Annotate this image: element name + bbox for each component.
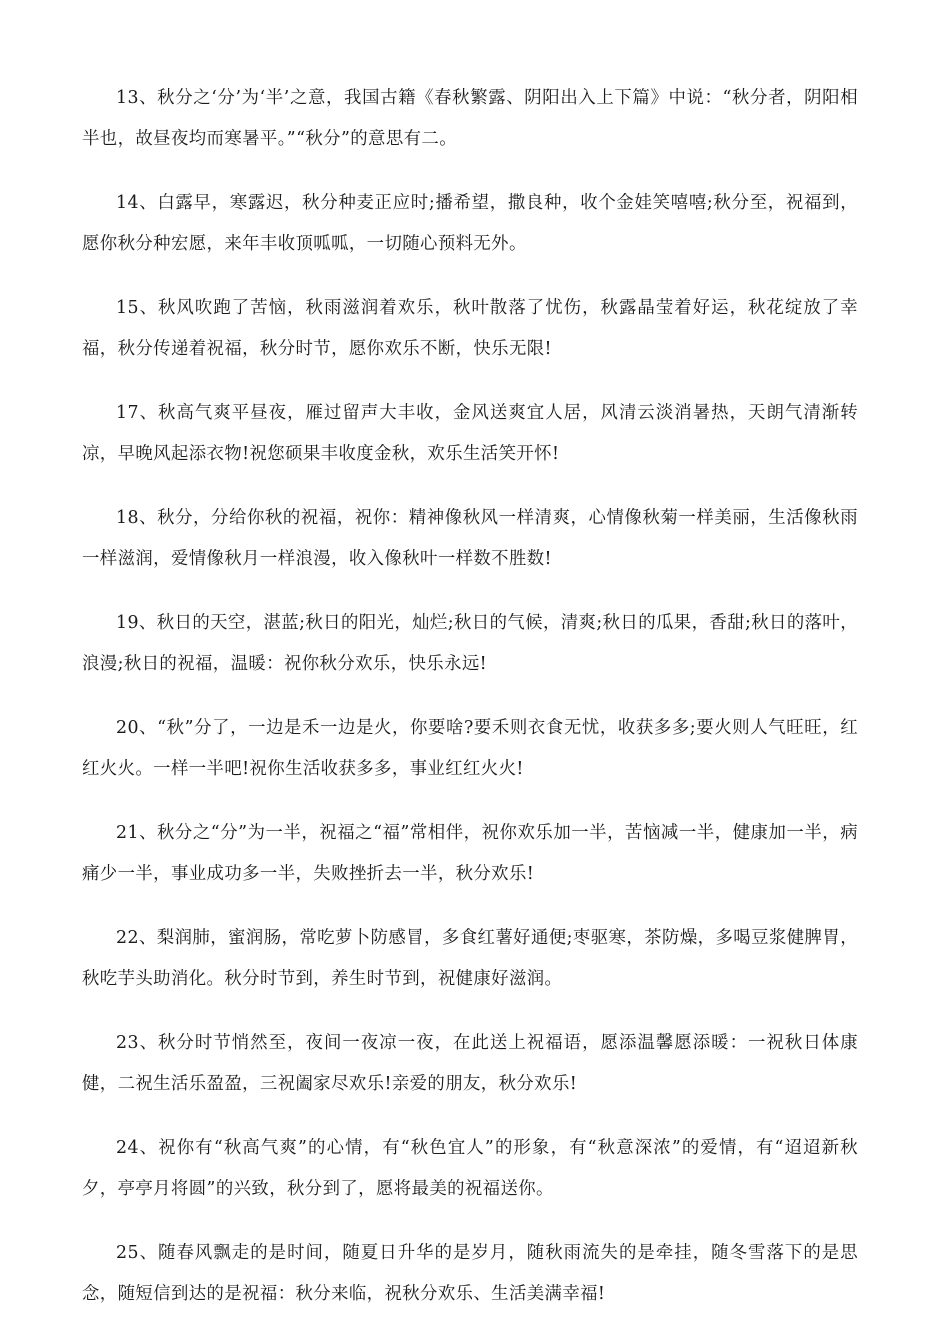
paragraph-22: 22、梨润肺，蜜润肠，常吃萝卜防感冒，多食红薯好通便;枣驱寒，茶防燥，多喝豆浆健脾胃，秋吃芋头助消化。秋分时节到，养生时节到，祝健康好滋润。 <box>82 928 858 989</box>
paragraph-14: 14、白露早，寒露迟，秋分种麦正应时;播希望，撒良种，收个金娃笑嘻嘻;秋分至，祝福到，愿你秋分种宏愿，来年丰收顶呱呱，一切随心预料无外。 <box>82 193 858 254</box>
paragraph-18: 18、秋分，分给你秋的祝福，祝你：精神像秋风一样清爽，心情像秋菊一样美丽，生活像秋雨一样滋润，爱情像秋月一样浪漫，收入像秋叶一样数不胜数! <box>82 508 858 569</box>
paragraph-13: 13、秋分之‘分’为‘半’之意，我国古籍《春秋繁露、阴阳出入上下篇》中说：“秋分者，阴阳相半也，故昼夜均而寒暑平。”“秋分”的意思有二。 <box>82 88 858 149</box>
paragraph-21: 21、秋分之“分”为一半，祝福之“福”常相伴，祝你欢乐加一半，苦恼减一半，健康加一半，病痛少一半，事业成功多一半，失败挫折去一半，秋分欢乐! <box>82 823 858 884</box>
paragraph-20: 20、“秋”分了，一边是禾一边是火，你要啥?要禾则衣食无忧，收获多多;要火则人气旺旺，红红火火。一样一半吧!祝你生活收获多多，事业红红火火! <box>82 718 858 779</box>
paragraph-19: 19、秋日的天空，湛蓝;秋日的阳光，灿烂;秋日的气候，清爽;秋日的瓜果，香甜;秋日的落叶，浪漫;秋日的祝福，温暖：祝你秋分欢乐，快乐永远! <box>82 613 858 674</box>
paragraph-15: 15、秋风吹跑了苦恼，秋雨滋润着欢乐，秋叶散落了忧伤，秋露晶莹着好运，秋花绽放了幸福，秋分传递着祝福，秋分时节，愿你欢乐不断，快乐无限! <box>82 298 858 359</box>
document-page <box>82 78 858 1338</box>
paragraph-24: 24、祝你有“秋高气爽”的心情，有“秋色宜人”的形象，有“秋意深浓”的爱情，有“迢迢新秋夕，亭亭月将圆”的兴致，秋分到了，愿将最美的祝福送你。 <box>82 1138 858 1199</box>
paragraph-17: 17、秋高气爽平昼夜，雁过留声大丰收，金风送爽宜人居，风清云淡消暑热，天朗气清渐转凉，早晚风起添衣物!祝您硕果丰收度金秋，欢乐生活笑开怀! <box>82 403 858 464</box>
paragraph-23: 23、秋分时节悄然至，夜间一夜凉一夜，在此送上祝福语，愿添温馨愿添暖：一祝秋日体康健，二祝生活乐盈盈，三祝阖家尽欢乐!亲爱的朋友，秋分欢乐! <box>82 1033 858 1094</box>
paragraph-25: 25、随春风飘走的是时间，随夏日升华的是岁月，随秋雨流失的是牵挂，随冬雪落下的是思念，随短信到达的是祝福：秋分来临，祝秋分欢乐、生活美满幸福! <box>82 1243 858 1304</box>
